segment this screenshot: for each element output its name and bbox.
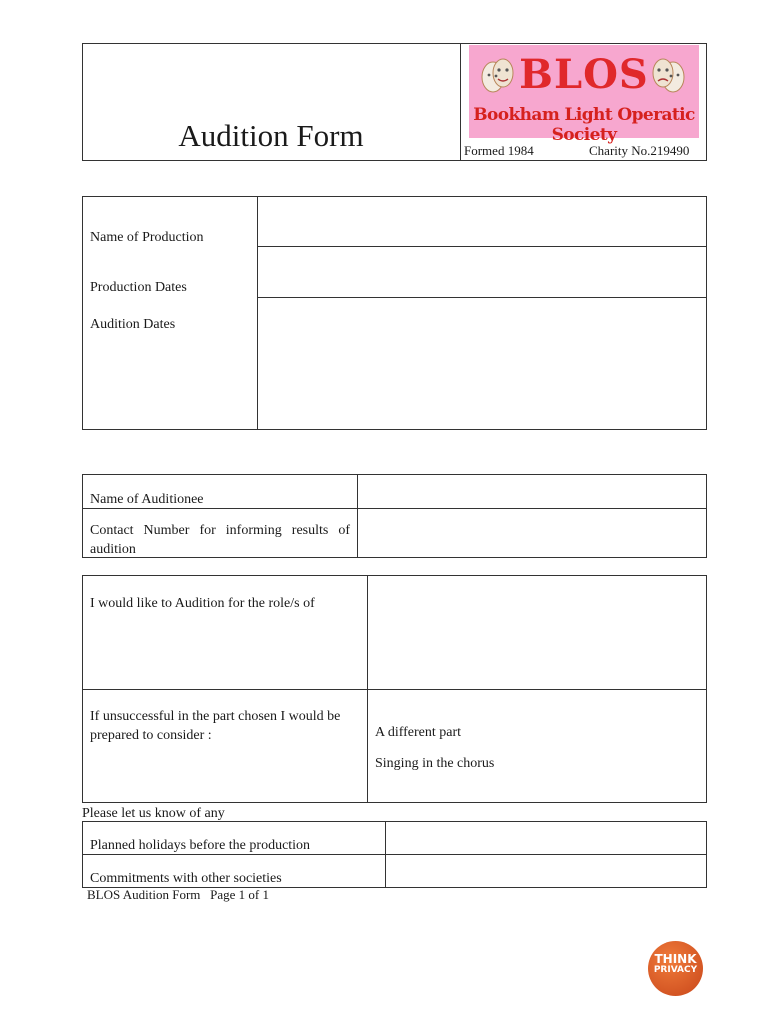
auditionee-table-divider [357, 474, 358, 558]
contact-number-field[interactable] [359, 510, 705, 557]
audition-dates-field[interactable] [259, 299, 705, 428]
name-of-production-field[interactable] [259, 198, 705, 245]
logo-subtitle: Bookham Light Operatic Society [473, 105, 695, 145]
availability-intro: Please let us know of any [82, 806, 225, 821]
name-of-production-label: Name of Production [90, 230, 204, 245]
charity-number: Charity No.219490 [589, 143, 690, 158]
think-privacy-badge[interactable] [648, 941, 703, 996]
production-table-divider [257, 196, 258, 430]
production-dates-label: Production Dates [90, 280, 187, 295]
badge-line-1: THINK [654, 952, 697, 966]
option-singing-chorus[interactable]: Singing in the chorus [375, 756, 495, 771]
roles-label: I would like to Audition for the role/s of [90, 596, 315, 611]
production-row-line [257, 297, 707, 298]
contact-number-label: Contact Number for informing results of audition [90, 523, 350, 557]
option-different-part[interactable]: A different part [375, 725, 462, 740]
holidays-label: Planned holidays before the production [90, 838, 311, 853]
commitments-label: Commitments with other societies [90, 871, 282, 886]
auditionee-name-label: Name of Auditionee [90, 492, 204, 507]
unsuccessful-label: If unsuccessful in the part chosen I would be prepared to consider : [90, 709, 341, 743]
logo-name: BLOS [519, 51, 649, 98]
production-dates-field[interactable] [259, 248, 705, 296]
page-footer: BLOS Audition Form Page 1 of 1 [87, 887, 270, 902]
audition-dates-label: Audition Dates [90, 317, 176, 332]
holidays-field[interactable] [387, 823, 705, 853]
commitments-field[interactable] [387, 856, 705, 887]
form-title: Audition Form [178, 118, 364, 153]
badge-line-2: PRIVACY [653, 965, 698, 975]
roles-field[interactable] [369, 577, 705, 688]
blos-logo [469, 45, 699, 145]
auditionee-name-field[interactable] [359, 476, 705, 507]
production-row-line [257, 246, 707, 247]
formed-year: Formed 1984 [464, 143, 534, 158]
roles-row-line [82, 689, 707, 690]
header-divider [460, 43, 461, 161]
